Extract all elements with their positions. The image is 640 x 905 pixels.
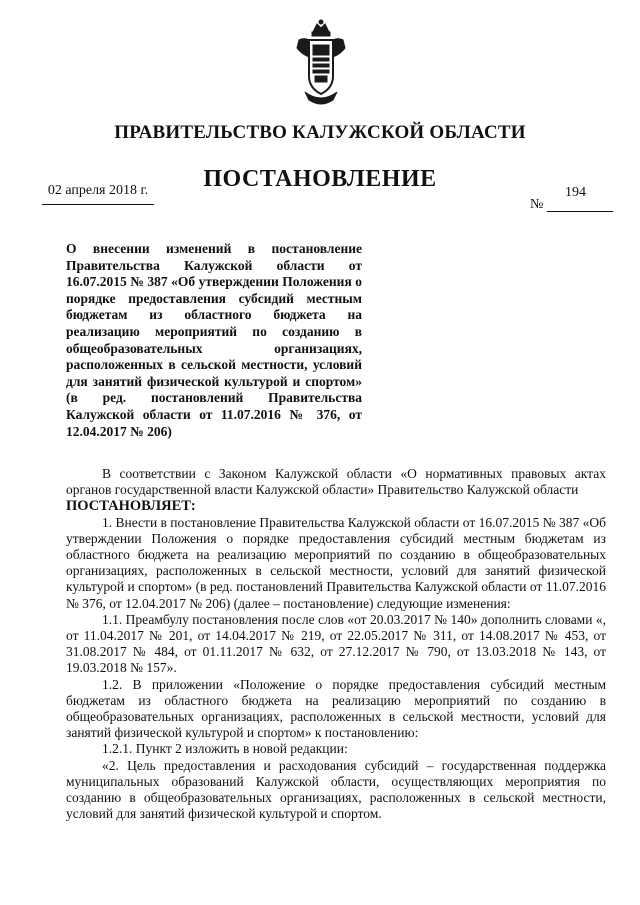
document-body <box>66 466 606 822</box>
number-underline <box>547 211 613 212</box>
paragraph-1-2: 1.2. В приложении «Положение о порядке предоставления субсидий местным бюджетам из областного бюджета на реализацию мероприятий по созданию в общеобразовательных организациях, расположенных в сельской местности, условий для занятий физической культурой и спортом» к постановлению: <box>66 676 606 741</box>
document-number: 194 <box>565 185 586 200</box>
decree-word: ПОСТАНОВЛЯЕТ: <box>66 498 196 515</box>
government-title: ПРАВИТЕЛЬСТВО КАЛУЖСКОЙ ОБЛАСТИ <box>114 122 526 143</box>
paragraph-2-quote: «2. Цель предоставления и расходования субсидий – государственная поддержка муниципальных образований Калужской области, осуществляющих мероприятия по созданию в общеобразовательных организациях, расположенных в сельской местности, условий для занятий физической культурой и спортом. <box>66 757 606 822</box>
document-heading: О внесении изменений в постановление Правительства Калужской области от 16.07.2015 № 387 «Об утверждении Положения о порядке предоставления субсидий местным бюджетам из областного бюджета на реализацию мероприятий по созданию в общеобразовательных организациях, расположенных в сельской местности, условий для занятий физической культурой и спортом» (в ред. постановлений Правительства Калужской области от 11.07.2016 № 376, от 12.04.2017 № 206) <box>66 241 362 439</box>
paragraph-1: 1. Внести в постановление Правительства Калужской области от 16.07.2015 № 387 «Об утверждении Положения о порядке предоставления субсидий местным бюджетам из областного бюджета на реализацию мероприятий по созданию в общеобразовательных организациях, расположенных в сельской местности, условий для занятий физической культурой и спортом» (в ред. постановлений Правительства Калужской области от 11.07.2016 № 376, от 12.04.2017 № 206) (далее – постановление) следующие изменения: <box>66 514 606 611</box>
preamble-paragraph: В соответствии с Законом Калужской области «О нормативных правовых актах органов государственной власти Калужской области» Правительство Калужской области <box>66 466 606 498</box>
document-date: 02 апреля 2018 г. <box>42 183 154 205</box>
document-type-title: ПОСТАНОВЛЕНИЕ <box>203 166 437 192</box>
paragraph-1-2-1: 1.2.1. Пункт 2 изложить в новой редакции: <box>102 741 348 757</box>
number-label: № <box>530 197 544 212</box>
coat-of-arms-icon <box>293 18 349 106</box>
paragraph-1-1: 1.1. Преамбулу постановления после слов «от 20.03.2017 № 140» дополнить словами «, от 11.04.2017 № 201, от 14.04.2017 № 219, от 22.05.2017 № 311, от 14.08.2017 № 453, от 31.08.2017 № 484, от 01.11.2017 № 632, от 27.12.2017 № 790, от 13.03.2018 № 143, от 19.03.2018 № 157». <box>66 611 606 676</box>
